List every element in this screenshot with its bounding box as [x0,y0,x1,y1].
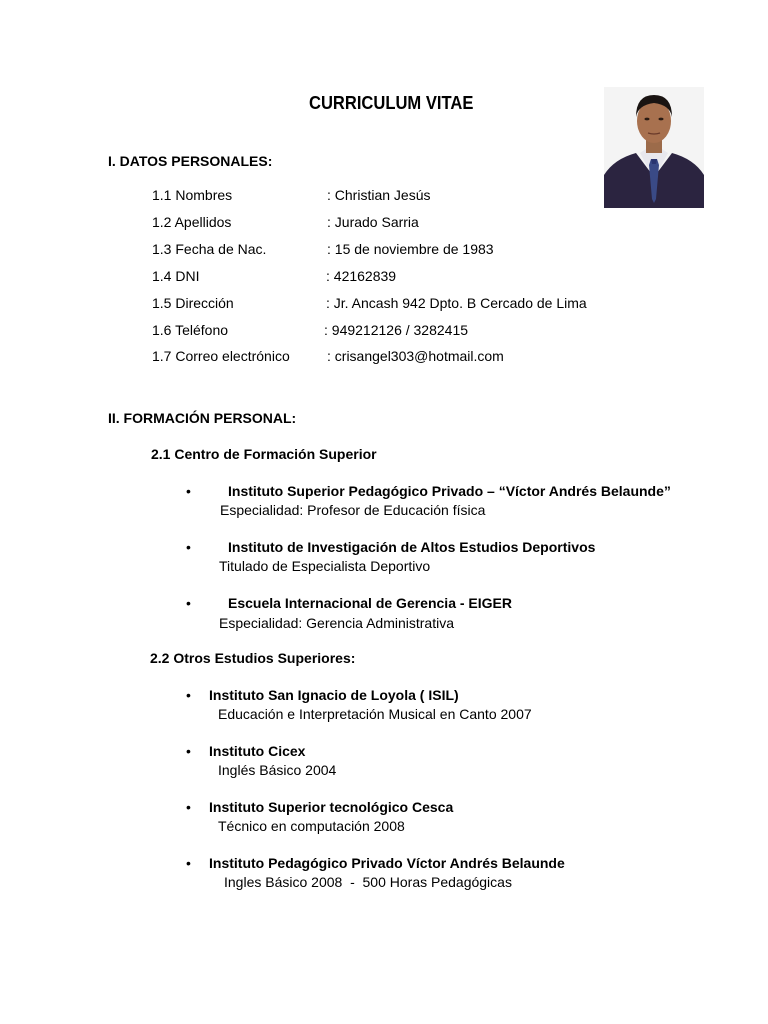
field-value-dni: : 42162839 [326,268,397,284]
list-item-title: Instituto Cicex [209,743,306,759]
list-item-detail: Inglés Básico 2004 [218,762,337,778]
field-value-nombres: : Christian Jesús [327,187,431,203]
list-item-title: Instituto San Ignacio de Loyola ( ISIL) [209,687,459,703]
list-item-title: Instituto Superior tecnológico Cesca [209,799,454,815]
field-label-direccion: 1.5 Dirección [152,295,234,311]
field-value-apellidos: : Jurado Sarria [327,214,419,230]
bullet-icon: • [186,539,191,555]
list-item-detail: Educación e Interpretación Musical en Canto 2007 [218,706,532,722]
field-label-telefono: 1.6 Teléfono [152,322,229,338]
field-label-fecha-nac: 1.3 Fecha de Nac. [152,241,267,257]
page-title: CURRICULUM VITAE [309,93,474,113]
list-item-detail: Ingles Básico 2008 - 500 Horas Pedagógicas [224,874,512,890]
section-heading-formacion-personal: II. FORMACIÓN PERSONAL: [108,410,297,426]
section-heading-datos-personales: I. DATOS PERSONALES: [108,153,273,169]
list-item-title: Instituto Superior Pedagógico Privado – “Víctor Andrés Belaunde” [228,483,671,499]
bullet-icon: • [186,595,191,611]
list-item-detail: Técnico en computación 2008 [218,818,405,834]
profile-photo [604,87,704,208]
field-label-correo: 1.7 Correo electrónico [152,348,290,364]
field-value-direccion: : Jr. Ancash 942 Dpto. B Cercado de Lima [326,295,587,311]
bullet-icon: • [186,799,191,815]
bullet-icon: • [186,743,191,759]
field-label-nombres: 1.1 Nombres [152,187,233,203]
list-item-title: Instituto de Investigación de Altos Estudios Deportivos [228,539,596,555]
field-label-apellidos: 1.2 Apellidos [152,214,232,230]
bullet-icon: • [186,687,191,703]
bullet-icon: • [186,483,191,499]
subsection-heading-otros-estudios: 2.2 Otros Estudios Superiores: [150,650,356,666]
list-item-title: Escuela Internacional de Gerencia - EIGER [228,595,512,611]
field-value-telefono: : 949212126 / 3282415 [324,322,469,338]
field-value-fecha-nac: : 15 de noviembre de 1983 [327,241,494,257]
list-item-title: Instituto Pedagógico Privado Víctor Andrés Belaunde [209,855,565,871]
list-item-detail: Titulado de Especialista Deportivo [219,558,431,574]
subsection-heading-formacion-superior: 2.1 Centro de Formación Superior [151,446,377,462]
bullet-icon: • [186,855,191,871]
list-item-detail: Especialidad: Gerencia Administrativa [219,615,455,631]
field-label-dni: 1.4 DNI [152,268,200,284]
field-value-correo: : crisangel303@hotmail.com [327,348,504,364]
list-item-detail: Especialidad: Profesor de Educación física [220,502,486,518]
